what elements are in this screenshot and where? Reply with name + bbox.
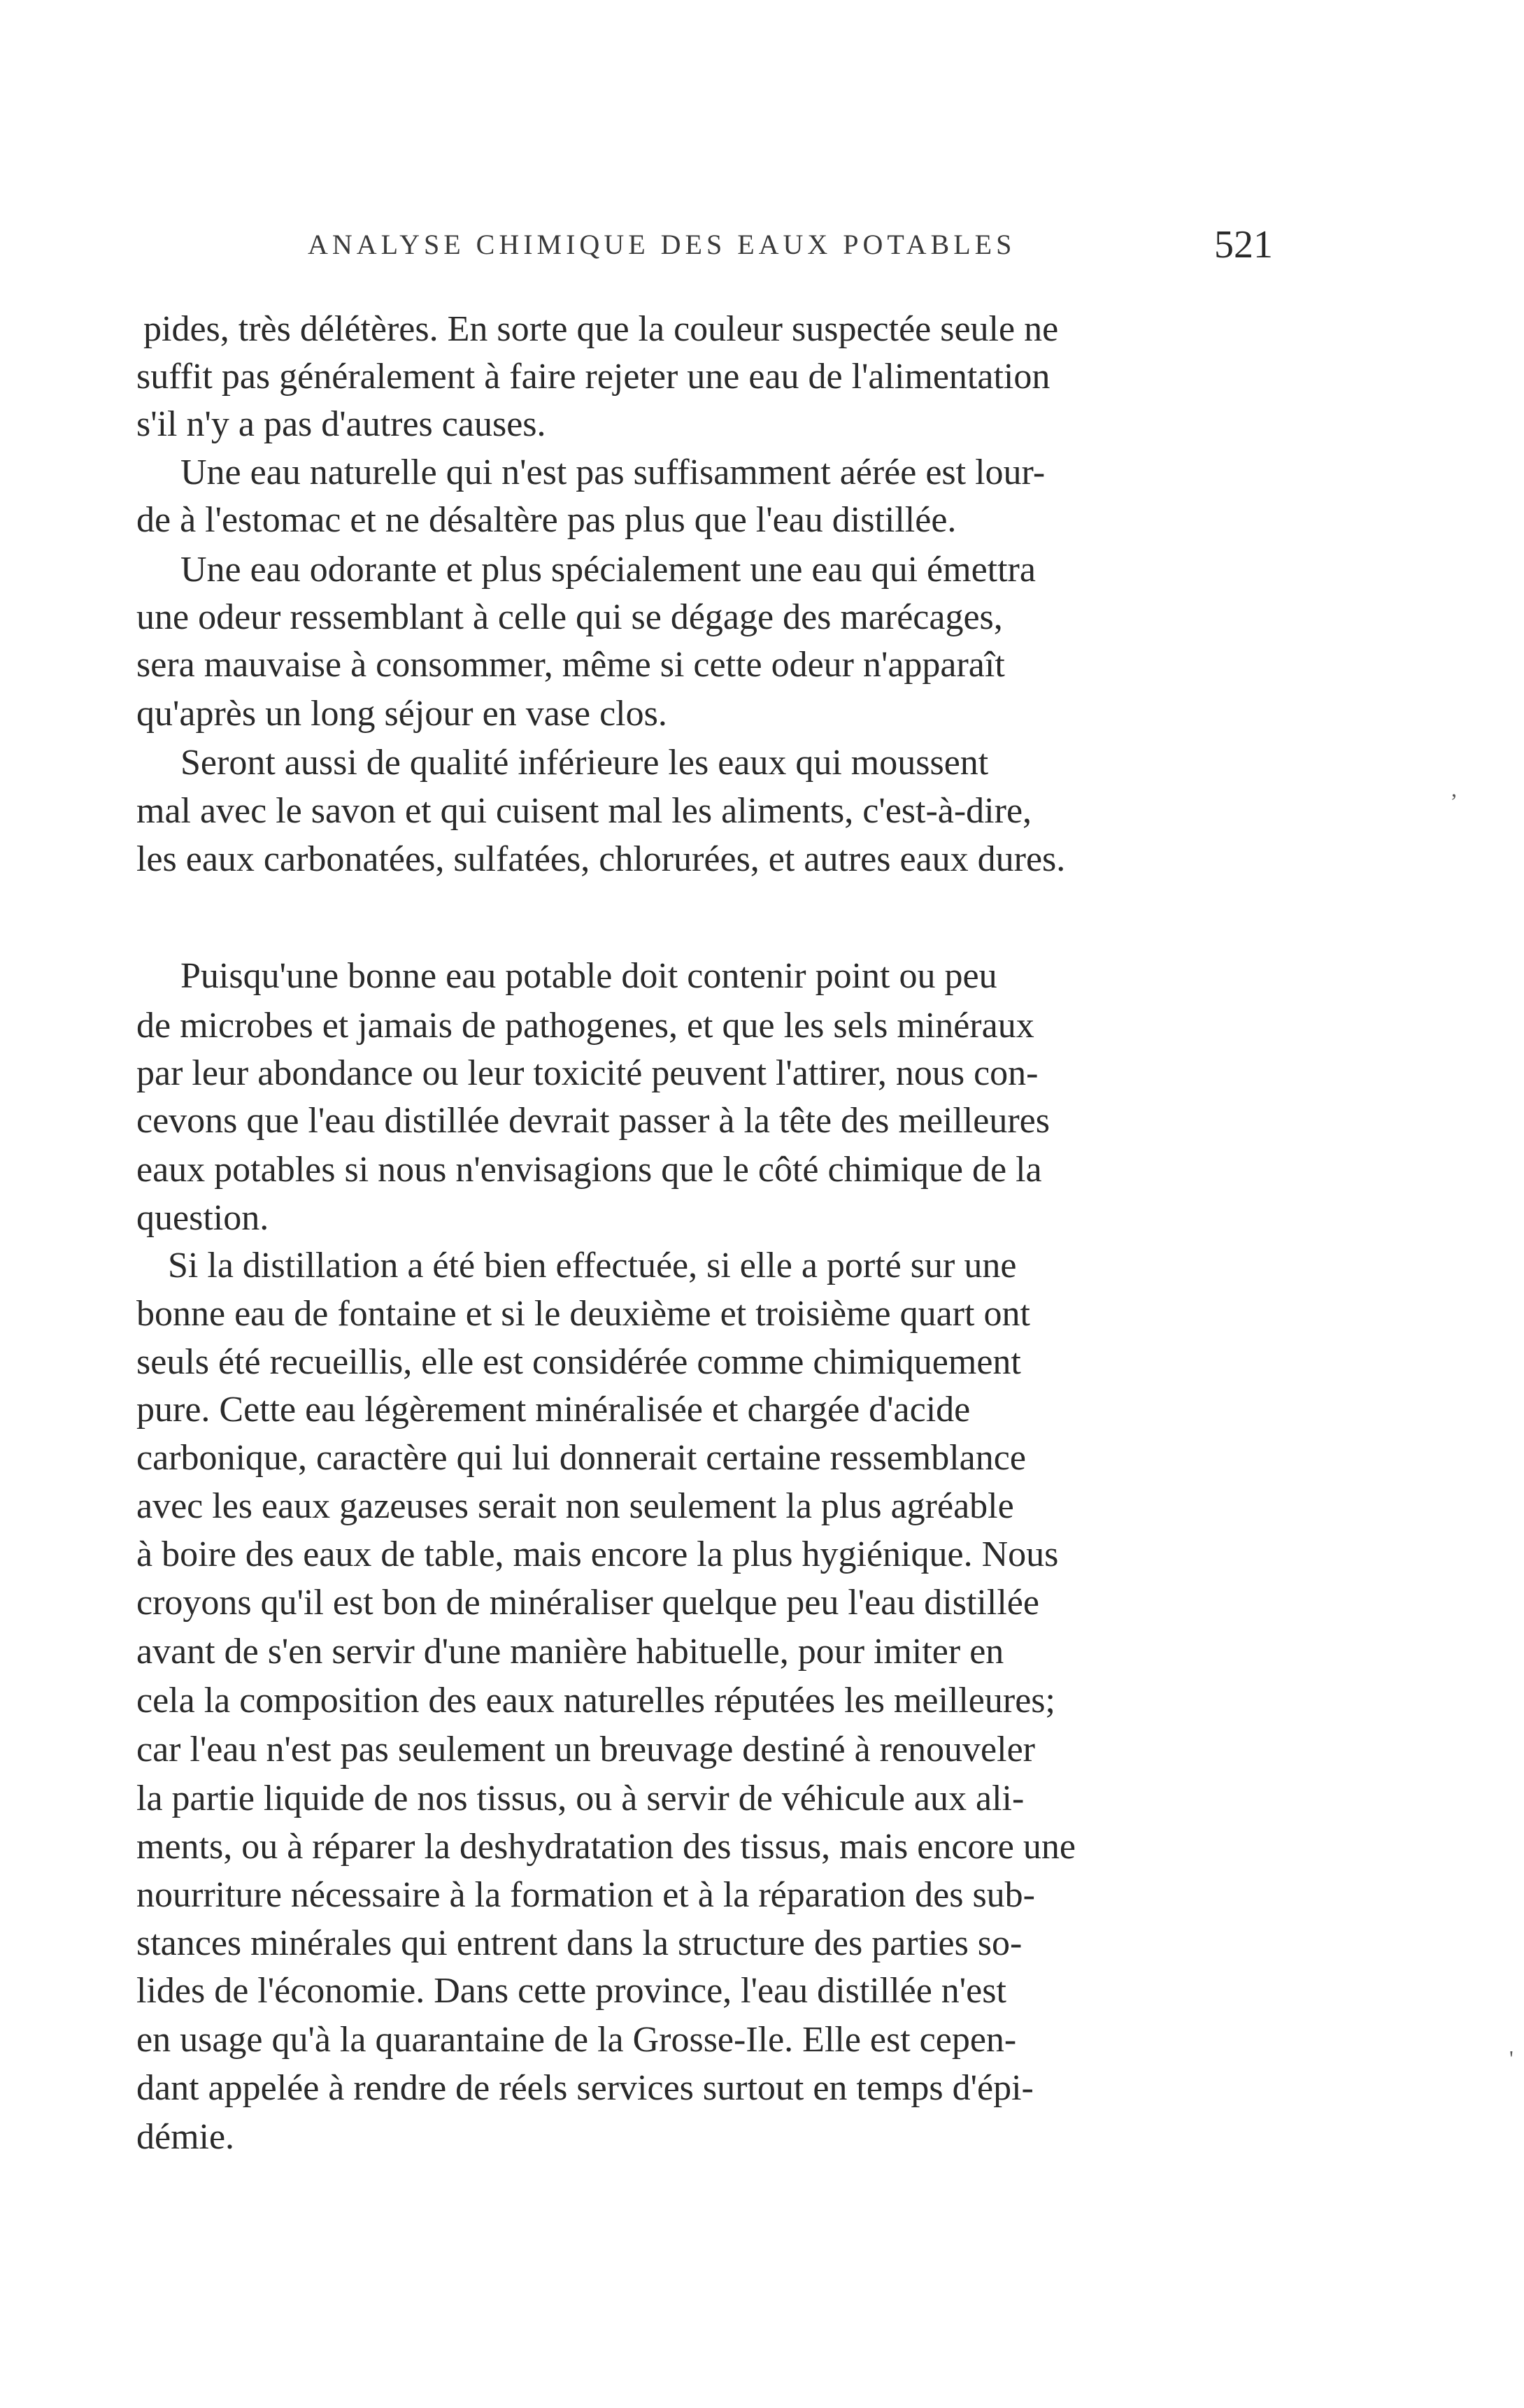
text-line: croyons qu'il est bon de minéraliser quelque peu l'eau distillée xyxy=(136,1583,1039,1623)
text-line: seuls été recueillis, elle est considérée comme chimiquement xyxy=(136,1342,1021,1382)
text-line: démie. xyxy=(136,2117,235,2157)
text-line: car l'eau n'est pas seulement un breuvage destiné à renouveler xyxy=(136,1730,1035,1769)
text-line: de à l'estomac et ne désaltère pas plus que l'eau distillée. xyxy=(136,500,957,540)
text-line: avec les eaux gazeuses serait non seulement la plus agréable xyxy=(136,1486,1014,1526)
text-line: carbonique, caractère qui lui donnerait certaine ressemblance xyxy=(136,1438,1026,1478)
text-line: s'il n'y a pas d'autres causes. xyxy=(136,404,546,444)
running-head xyxy=(308,222,1273,271)
text-line: qu'après un long séjour en vase clos. xyxy=(136,694,667,734)
text-line: lides de l'économie. Dans cette province, l'eau distillée n'est xyxy=(136,1971,1006,2011)
text-line: pure. Cette eau légèrement minéralisée et chargée d'acide xyxy=(136,1390,971,1430)
text-line: nourriture nécessaire à la formation et à la réparation des sub- xyxy=(136,1875,1035,1915)
stray-tick-mark: ' xyxy=(1509,2046,1514,2071)
text-line: la partie liquide de nos tissus, ou à servir de véhicule aux ali- xyxy=(136,1779,1025,1818)
text-line: Puisqu'une bonne eau potable doit contenir point ou peu xyxy=(180,956,997,996)
text-line: sera mauvaise à consommer, même si cette odeur n'apparaît xyxy=(136,645,1005,685)
text-line: question. xyxy=(136,1198,269,1238)
text-line: par leur abondance ou leur toxicité peuvent l'attirer, nous con- xyxy=(136,1053,1039,1093)
text-line: stances minérales qui entrent dans la structure des parties so- xyxy=(136,1923,1023,1963)
text-line: Une eau naturelle qui n'est pas suffisamment aérée est lour- xyxy=(180,453,1046,492)
page-number: 521 xyxy=(1214,223,1273,266)
text-line: de microbes et jamais de pathogenes, et que les sels minéraux xyxy=(136,1006,1034,1046)
text-line: bonne eau de fontaine et si le deuxième et troisième quart ont xyxy=(136,1294,1030,1334)
text-line: Si la distillation a été bien effectuée, si elle a porté sur une xyxy=(168,1246,1017,1285)
text-line: à boire des eaux de table, mais encore la plus hygiénique. Nous xyxy=(136,1534,1059,1574)
text-line: les eaux carbonatées, sulfatées, chlorurées, et autres eaux dures. xyxy=(136,839,1066,879)
text-line: cela la composition des eaux naturelles réputées les meilleures; xyxy=(136,1681,1055,1720)
text-line: pides, très délétères. En sorte que la couleur suspectée seule ne xyxy=(143,309,1059,349)
text-line: Seront aussi de qualité inférieure les eaux qui moussent xyxy=(180,743,989,783)
text-line: mal avec le savon et qui cuisent mal les aliments, c'est-à-dire, xyxy=(136,791,1032,831)
text-line: suffit pas généralement à faire rejeter une eau de l'alimentation xyxy=(136,357,1051,397)
stray-comma-mark: , xyxy=(1451,776,1457,802)
running-title: ANALYSE CHIMIQUE DES EAUX POTABLES xyxy=(308,229,1016,260)
text-line: en usage qu'à la quarantaine de la Grosse-Ile. Elle est cepen- xyxy=(136,2020,1017,2060)
text-line: avant de s'en servir d'une manière habituelle, pour imiter en xyxy=(136,1632,1004,1672)
text-line: Une eau odorante et plus spécialement une eau qui émettra xyxy=(180,550,1036,590)
text-line: une odeur ressemblant à celle qui se dégage des marécages, xyxy=(136,597,1003,637)
text-line: eaux potables si nous n'envisagions que le côté chimique de la xyxy=(136,1150,1042,1190)
text-line: dant appelée à rendre de réels services surtout en temps d'épi- xyxy=(136,2068,1034,2108)
text-line: cevons que l'eau distillée devrait passer à la tête des meilleures xyxy=(136,1101,1050,1141)
text-line: ments, ou à réparer la deshydratation des tissus, mais encore une xyxy=(136,1827,1076,1867)
